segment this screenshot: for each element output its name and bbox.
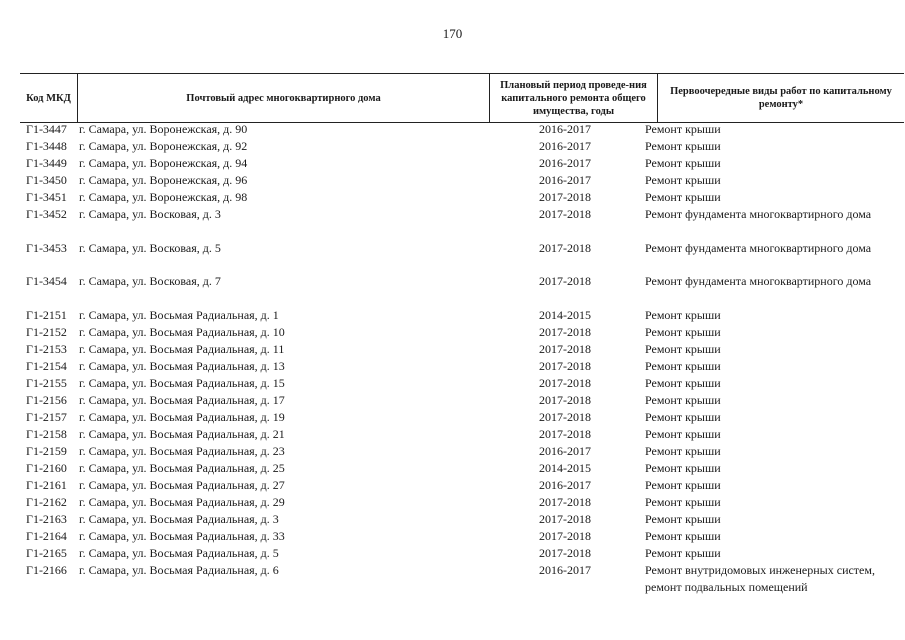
row-address: г. Самара, ул. Восьмая Радиальная, д. 5 [79, 546, 279, 560]
table-row [0, 121, 905, 138]
row-code: Г1-2153 [26, 342, 67, 356]
row-period: 2017-2018 [539, 274, 591, 288]
row-address: г. Самара, ул. Восьмая Радиальная, д. 29 [79, 495, 285, 509]
row-period: 2016-2017 [539, 139, 591, 153]
row-address: г. Самара, ул. Воронежская, д. 96 [79, 173, 248, 187]
row-period: 2016-2017 [539, 173, 591, 187]
row-works: Ремонт крыши [645, 190, 721, 204]
row-period: 2016-2017 [539, 122, 591, 136]
row-address: г. Самара, ул. Восьмая Радиальная, д. 3 [79, 512, 279, 526]
row-period: 2017-2018 [539, 410, 591, 424]
table-row [0, 155, 905, 172]
row-period: 2017-2018 [539, 546, 591, 560]
row-code: Г1-2165 [26, 546, 67, 560]
table-row [0, 138, 905, 155]
row-code: Г1-2155 [26, 376, 67, 390]
row-address: г. Самара, ул. Восьмая Радиальная, д. 19 [79, 410, 285, 424]
table-row [0, 273, 905, 290]
table-row [0, 375, 905, 392]
row-works: Ремонт крыши [645, 359, 721, 373]
row-works: Ремонт крыши [645, 376, 721, 390]
row-period: 2017-2018 [539, 342, 591, 356]
row-address: г. Самара, ул. Восьмая Радиальная, д. 6 [79, 563, 279, 577]
row-code: Г1-2159 [26, 444, 67, 458]
page-number: 170 [442, 26, 463, 41]
row-code: Г1-2157 [26, 410, 67, 424]
row-address: г. Самара, ул. Восьмая Радиальная, д. 1 [79, 308, 279, 322]
row-address: г. Самара, ул. Восьмая Радиальная, д. 23 [79, 444, 285, 458]
row-period: 2016-2017 [539, 444, 591, 458]
row-code: Г1-2151 [26, 308, 67, 322]
table-row [0, 189, 905, 206]
table-row [0, 511, 905, 528]
row-code: Г1-2162 [26, 495, 67, 509]
row-works: Ремонт крыши [645, 478, 721, 492]
row-address: г. Самара, ул. Восковая, д. 5 [79, 241, 221, 255]
header-period: Плановый период проведе-ния капитального ремонта общего имущества, годы [489, 74, 657, 122]
table-row [0, 307, 905, 324]
header-code: Код МКД [26, 92, 71, 104]
row-works: Ремонт крыши [645, 512, 721, 526]
row-period: 2017-2018 [539, 207, 591, 221]
row-code: Г1-3450 [26, 173, 67, 187]
row-code: Г1-2152 [26, 325, 67, 339]
table-row [0, 426, 905, 443]
row-works: Ремонт крыши [645, 122, 721, 136]
row-address: г. Самара, ул. Восьмая Радиальная, д. 10 [79, 325, 285, 339]
row-address: г. Самара, ул. Воронежская, д. 98 [79, 190, 248, 204]
row-period: 2017-2018 [539, 393, 591, 407]
row-period: 2017-2018 [539, 495, 591, 509]
row-code: Г1-2164 [26, 529, 67, 543]
row-period: 2014-2015 [539, 461, 591, 475]
row-period: 2017-2018 [539, 529, 591, 543]
table-row [0, 460, 905, 477]
table-row [0, 494, 905, 511]
row-period: 2017-2018 [539, 512, 591, 526]
row-works: Ремонт крыши [645, 156, 721, 170]
row-address: г. Самара, ул. Восковая, д. 3 [79, 207, 221, 221]
row-code: Г1-2166 [26, 563, 67, 577]
row-code: Г1-2154 [26, 359, 67, 373]
row-code: Г1-3452 [26, 207, 67, 221]
row-code: Г1-3454 [26, 274, 67, 288]
row-period: 2017-2018 [539, 427, 591, 441]
row-code: Г1-2160 [26, 461, 67, 475]
table-row [0, 172, 905, 189]
row-code: Г1-3447 [26, 122, 67, 136]
row-address: г. Самара, ул. Воронежская, д. 90 [79, 122, 248, 136]
row-address: г. Самара, ул. Восьмая Радиальная, д. 21 [79, 427, 285, 441]
row-period: 2017-2018 [539, 241, 591, 255]
row-address: г. Самара, ул. Воронежская, д. 92 [79, 139, 248, 153]
table-row [0, 358, 905, 375]
row-address: г. Самара, ул. Восьмая Радиальная, д. 27 [79, 478, 285, 492]
row-works: Ремонт фундамента многоквартирного дома [645, 274, 872, 288]
row-works: Ремонт крыши [645, 410, 721, 424]
row-code: Г1-3451 [26, 190, 67, 204]
table-row [0, 545, 905, 562]
row-works: Ремонт крыши [645, 393, 721, 407]
row-period: 2014-2015 [539, 308, 591, 322]
table-row [0, 409, 905, 426]
row-code: Г1-3453 [26, 241, 67, 255]
row-address: г. Самара, ул. Воронежская, д. 94 [79, 156, 248, 170]
row-address: г. Самара, ул. Восьмая Радиальная, д. 17 [79, 393, 285, 407]
row-works: Ремонт фундамента многоквартирного дома [645, 241, 872, 255]
row-works: Ремонт крыши [645, 495, 721, 509]
header-address: Почтовый адрес многоквартирного дома [77, 74, 489, 122]
row-works: Ремонт крыши [645, 139, 721, 153]
row-works: Ремонт крыши [645, 427, 721, 441]
row-works: Ремонт внутридомовых инженерных систем, [645, 563, 875, 577]
row-period: 2016-2017 [539, 156, 591, 170]
row-works: Ремонт крыши [645, 461, 721, 475]
row-works: Ремонт крыши [645, 173, 721, 187]
row-code: Г1-3449 [26, 156, 67, 170]
table-row [0, 341, 905, 358]
row-address: г. Самара, ул. Восьмая Радиальная, д. 33 [79, 529, 285, 543]
row-works: Ремонт крыши [645, 308, 721, 322]
row-address: г. Самара, ул. Восковая, д. 7 [79, 274, 221, 288]
row-period: 2017-2018 [539, 325, 591, 339]
row-address: г. Самара, ул. Восьмая Радиальная, д. 25 [79, 461, 285, 475]
row-period: 2017-2018 [539, 376, 591, 390]
row-works: Ремонт крыши [645, 342, 721, 356]
header-works: Первоочередные виды работ по капитальному ремонту* [657, 74, 904, 122]
row-code: Г1-2156 [26, 393, 67, 407]
row-works: Ремонт крыши [645, 444, 721, 458]
table-row [0, 477, 905, 494]
row-works: Ремонт фундамента многоквартирного дома [645, 207, 872, 221]
row-works-line2: ремонт подвальных помещений [645, 580, 808, 594]
row-code: Г1-2163 [26, 512, 67, 526]
table-row [0, 562, 905, 594]
table-row [0, 324, 905, 341]
row-period: 2016-2017 [539, 478, 591, 492]
row-works: Ремонт крыши [645, 529, 721, 543]
row-address: г. Самара, ул. Восьмая Радиальная, д. 15 [79, 376, 285, 390]
table-row [0, 206, 905, 223]
row-address: г. Самара, ул. Восьмая Радиальная, д. 11 [79, 342, 285, 356]
row-code: Г1-3448 [26, 139, 67, 153]
row-period: 2016-2017 [539, 563, 591, 577]
row-code: Г1-2158 [26, 427, 67, 441]
table-header [20, 73, 904, 123]
row-period: 2017-2018 [539, 359, 591, 373]
row-period: 2017-2018 [539, 190, 591, 204]
row-works: Ремонт крыши [645, 325, 721, 339]
table-row [0, 392, 905, 409]
table-row [0, 240, 905, 257]
row-code: Г1-2161 [26, 478, 67, 492]
row-works: Ремонт крыши [645, 546, 721, 560]
row-address: г. Самара, ул. Восьмая Радиальная, д. 13 [79, 359, 285, 373]
table-row [0, 528, 905, 545]
table-row [0, 443, 905, 460]
